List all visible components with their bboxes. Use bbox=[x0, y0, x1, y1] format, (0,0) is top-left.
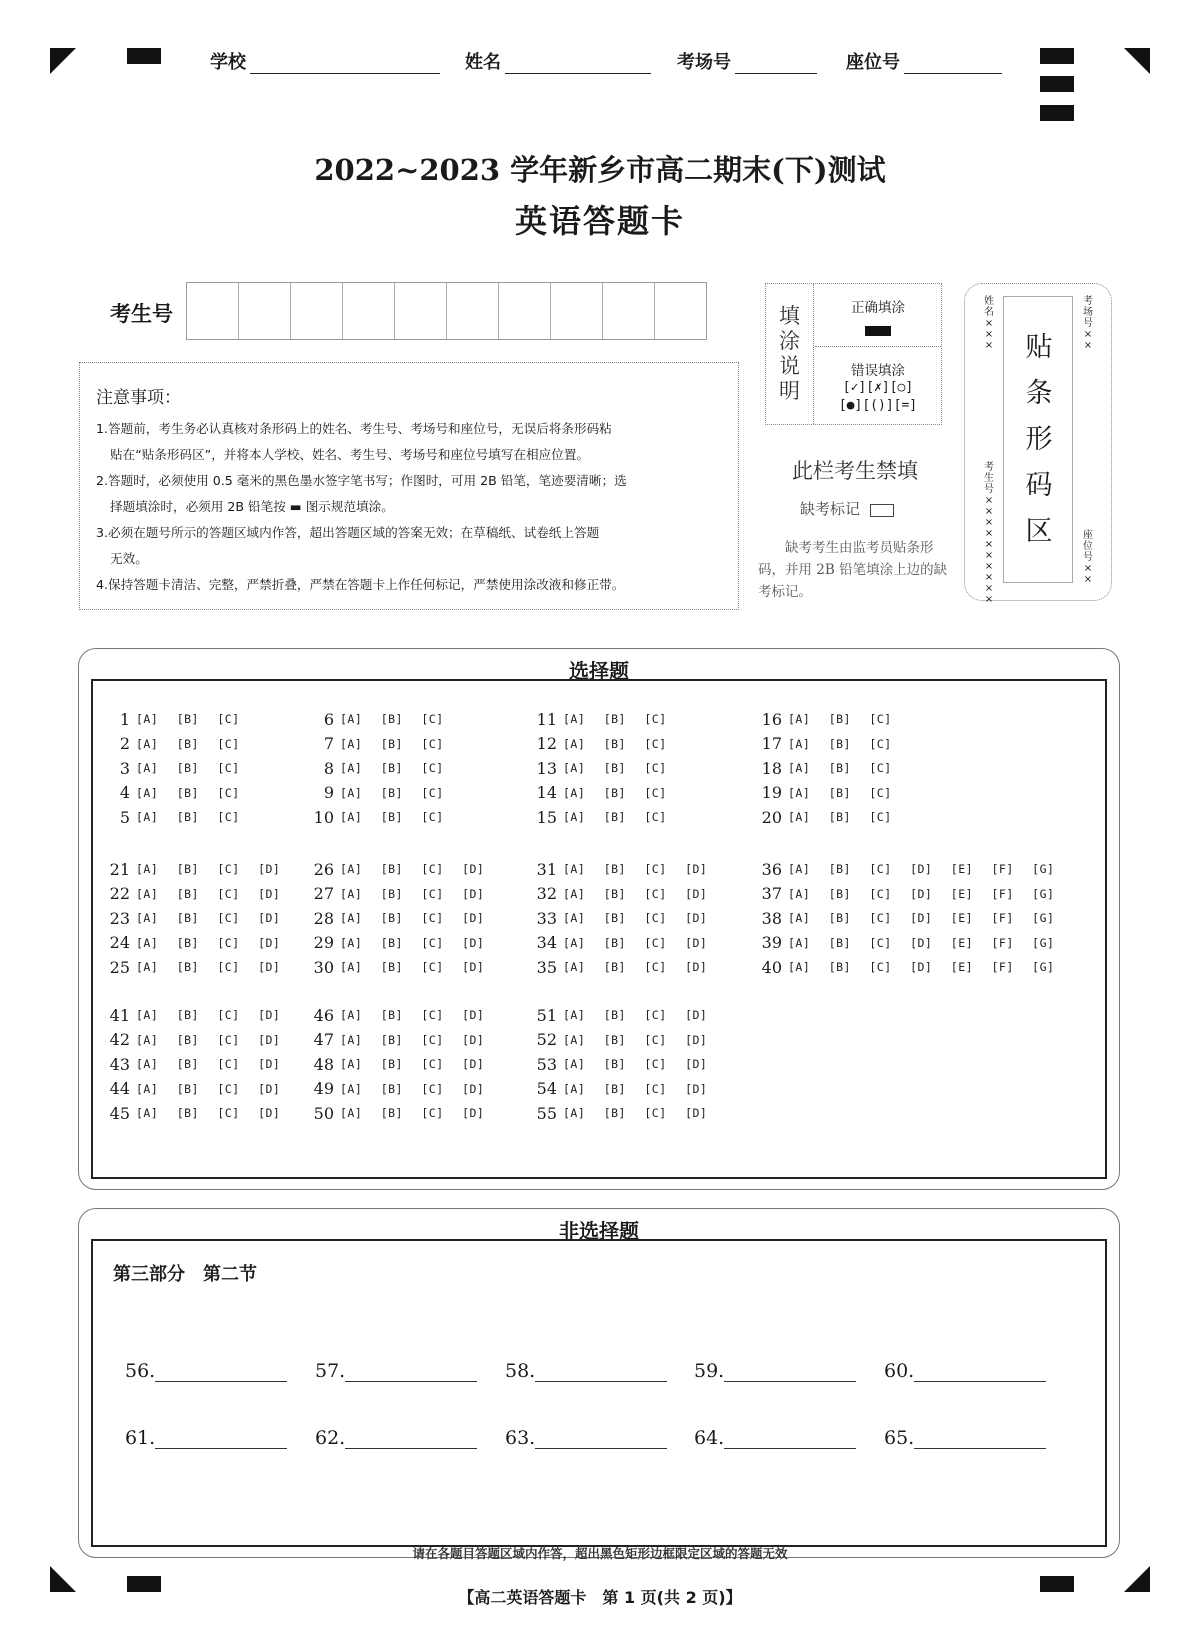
correct-fill bbox=[815, 284, 941, 347]
question-number: 32 bbox=[536, 884, 557, 904]
question-group bbox=[100, 857, 280, 980]
question-number: 40 bbox=[761, 957, 782, 977]
card-title: 英语答题卡 bbox=[514, 202, 685, 240]
question-number: 18 bbox=[761, 758, 782, 778]
question-row[interactable] bbox=[527, 882, 707, 907]
timing-mark bbox=[1040, 48, 1074, 64]
notice-line: 贴在“贴条形码区”，并将本人学校、姓名、考生号、考场号和座位号填写在相应位置。 bbox=[110, 447, 590, 462]
question-row[interactable] bbox=[527, 756, 667, 781]
answer-options[interactable]: [A] [B] [C] [D] bbox=[340, 911, 485, 926]
notice-line: 择题填涂时，必须用 2B 铅笔按 ▬ 图示规范填涂。 bbox=[110, 499, 394, 514]
answer-options[interactable]: [A] [B] [C] [D] bbox=[340, 960, 485, 975]
answer-options[interactable]: [A] [B] [C] bbox=[788, 736, 892, 751]
question-number: 6 bbox=[323, 709, 334, 729]
question-number: 14 bbox=[536, 783, 557, 803]
question-number: 20 bbox=[761, 807, 782, 827]
question-group bbox=[752, 857, 1054, 980]
question-number: 34 bbox=[536, 933, 557, 953]
question-row[interactable] bbox=[100, 931, 280, 956]
id-digit-box[interactable] bbox=[343, 283, 395, 339]
answer-options[interactable]: [A] [B] [C] [D] bbox=[340, 1032, 485, 1047]
answer-options[interactable]: [A] [B] [C] bbox=[340, 785, 444, 800]
question-row[interactable] bbox=[100, 857, 280, 882]
timing-mark bbox=[127, 48, 161, 64]
answer-options[interactable]: [A] [B] [C] [D] bbox=[340, 886, 485, 901]
question-number: 50 bbox=[313, 1103, 334, 1123]
question-row[interactable] bbox=[752, 955, 1054, 980]
blank-line[interactable] bbox=[345, 1430, 477, 1449]
question-group bbox=[304, 857, 484, 980]
blank-number: 64. bbox=[694, 1427, 725, 1449]
question-number: 53 bbox=[536, 1054, 557, 1074]
question-number: 5 bbox=[119, 807, 130, 827]
answer-options[interactable]: [A] [B] [C] bbox=[136, 785, 240, 800]
question-number: 36 bbox=[761, 859, 782, 879]
answer-options[interactable]: [A] [B] [C] [D] bbox=[340, 1106, 485, 1121]
answer-options[interactable]: [A] [B] [C] [D] bbox=[563, 886, 708, 901]
blank-number: 58. bbox=[505, 1360, 536, 1382]
question-number: 9 bbox=[323, 783, 334, 803]
absent-mark[interactable] bbox=[800, 498, 894, 519]
question-group bbox=[304, 707, 444, 830]
id-digit-box[interactable] bbox=[655, 283, 706, 339]
question-number: 29 bbox=[313, 933, 334, 953]
notice-box bbox=[79, 362, 739, 610]
question-number: 30 bbox=[313, 957, 334, 977]
question-number: 35 bbox=[536, 957, 557, 977]
id-digit-box[interactable] bbox=[395, 283, 447, 339]
answer-options[interactable]: [A] [B] [C] [D] bbox=[563, 935, 708, 950]
question-row[interactable] bbox=[100, 756, 240, 781]
blank-number: 62. bbox=[315, 1427, 346, 1449]
question-row[interactable] bbox=[100, 955, 280, 980]
question-row[interactable] bbox=[527, 805, 667, 830]
answer-options[interactable]: [A] [B] [C] [D] bbox=[563, 1008, 708, 1023]
answer-options[interactable]: [A] [B] [C] [D] bbox=[136, 886, 281, 901]
blank-number: 59. bbox=[694, 1360, 725, 1382]
blank-line[interactable] bbox=[914, 1363, 1046, 1382]
seat-field[interactable] bbox=[846, 48, 1002, 74]
fill-blank[interactable] bbox=[125, 1427, 287, 1449]
question-number: 41 bbox=[109, 1005, 130, 1025]
sticker-name-hint: 姓名××× bbox=[984, 296, 994, 351]
question-row[interactable] bbox=[304, 1101, 484, 1126]
blank-line[interactable] bbox=[155, 1430, 287, 1449]
proctor-title: 此栏考生禁填 bbox=[792, 459, 918, 483]
answer-options[interactable]: [A] [B] [C] [D] bbox=[136, 1008, 281, 1023]
blank-number: 56. bbox=[125, 1360, 156, 1382]
notice-title: 注意事项： bbox=[96, 388, 181, 408]
question-number: 44 bbox=[109, 1079, 130, 1099]
question-row[interactable] bbox=[752, 781, 892, 806]
question-number: 7 bbox=[323, 734, 334, 754]
answer-options[interactable]: [A] [B] [C] [D] bbox=[136, 1106, 281, 1121]
question-number: 15 bbox=[536, 807, 557, 827]
fill-label-text: 填涂说明 bbox=[779, 304, 800, 403]
question-group bbox=[527, 707, 667, 830]
question-row[interactable] bbox=[304, 756, 444, 781]
notice-line: 4.保持答题卡清洁、完整，严禁折叠，严禁在答题卡上作任何标记，严禁使用涂改液和修正带。 bbox=[96, 577, 625, 592]
correct-fill-label: 正确填涂 bbox=[851, 300, 905, 316]
question-number: 24 bbox=[109, 933, 130, 953]
page-footer: 【高二英语答题卡 第 1 页(共 2 页)】 bbox=[458, 1588, 742, 1607]
answer-options[interactable]: [A] [B] [C] bbox=[136, 810, 240, 825]
fill-blank[interactable] bbox=[315, 1427, 477, 1449]
corner-mark-top-left bbox=[50, 48, 76, 74]
question-row[interactable] bbox=[100, 1101, 280, 1126]
question-row[interactable] bbox=[527, 707, 667, 732]
answer-options[interactable]: [A] [B] [C] [D] [E] [F] [G] bbox=[788, 911, 1055, 926]
answer-options[interactable]: [A] [B] [C] [D] bbox=[340, 1081, 485, 1096]
question-number: 43 bbox=[109, 1054, 130, 1074]
question-number: 27 bbox=[313, 884, 334, 904]
answer-options[interactable]: [A] [B] [C] [D] bbox=[563, 862, 708, 877]
question-number: 47 bbox=[313, 1030, 334, 1050]
answer-options[interactable]: [A] [B] [C] [D] bbox=[136, 1032, 281, 1047]
question-number: 3 bbox=[119, 758, 130, 778]
answer-options[interactable]: [A] [B] [C] [D] bbox=[563, 1057, 708, 1072]
sticker-room-hint: 考场号×× bbox=[1083, 296, 1093, 351]
question-number: 26 bbox=[313, 859, 334, 879]
answer-options[interactable]: [A] [B] [C] [D] [E] [F] [G] bbox=[788, 935, 1055, 950]
answer-options[interactable]: [A] [B] [C] bbox=[136, 761, 240, 776]
answer-options[interactable]: [A] [B] [C] bbox=[340, 712, 444, 727]
question-group bbox=[100, 1003, 280, 1126]
question-row[interactable] bbox=[100, 906, 280, 931]
question-row[interactable] bbox=[527, 1101, 707, 1126]
timing-mark bbox=[1040, 105, 1074, 121]
fill-blank[interactable] bbox=[505, 1360, 667, 1382]
question-number: 33 bbox=[536, 908, 557, 928]
answer-options[interactable]: [A] [B] [C] [D] bbox=[136, 862, 281, 877]
answer-options[interactable]: [A] [B] [C] bbox=[563, 736, 667, 751]
question-row[interactable] bbox=[100, 805, 240, 830]
blank-line[interactable] bbox=[155, 1363, 287, 1382]
question-number: 42 bbox=[109, 1030, 130, 1050]
answer-options[interactable]: [A] [B] [C] bbox=[563, 712, 667, 727]
question-number: 37 bbox=[761, 884, 782, 904]
question-number: 51 bbox=[536, 1005, 557, 1025]
question-number: 39 bbox=[761, 933, 782, 953]
id-digit-box[interactable] bbox=[551, 283, 603, 339]
answer-options[interactable]: [A] [B] [C] bbox=[136, 736, 240, 751]
question-number: 4 bbox=[119, 783, 130, 803]
question-number: 8 bbox=[323, 758, 334, 778]
question-row[interactable] bbox=[304, 732, 444, 757]
wrong-fill bbox=[815, 347, 941, 425]
answer-options[interactable]: [A] [B] [C] bbox=[136, 712, 240, 727]
question-number: 55 bbox=[536, 1103, 557, 1123]
proctor-note: 缺考考生由监考员贴条形码，并用 2B 铅笔填涂上边的缺考标记。 bbox=[758, 540, 948, 600]
question-number: 19 bbox=[761, 783, 782, 803]
question-number: 46 bbox=[313, 1005, 334, 1025]
answer-options[interactable]: [A] [B] [C] [D] bbox=[563, 1106, 708, 1121]
answer-options[interactable]: [A] [B] [C] [D] bbox=[340, 935, 485, 950]
blank-line[interactable] bbox=[724, 1430, 856, 1449]
question-row[interactable] bbox=[527, 906, 707, 931]
fill-blank[interactable] bbox=[884, 1360, 1046, 1382]
answer-options[interactable]: [A] [B] [C] [D] bbox=[563, 1032, 708, 1047]
question-row[interactable] bbox=[304, 857, 484, 882]
exam-title: 2022~2023 学年新乡市高二期末(下)测试 bbox=[314, 153, 886, 187]
notice-line: 3.必须在题号所示的答题区域内作答，超出答题区域的答案无效；在草稿纸、试卷纸上答题 bbox=[96, 525, 600, 540]
school-label: 学校 bbox=[210, 52, 246, 73]
id-digit-box[interactable] bbox=[291, 283, 343, 339]
question-number: 23 bbox=[109, 908, 130, 928]
wrong-fill-label: 错误填涂 bbox=[851, 363, 905, 379]
question-group bbox=[527, 857, 707, 980]
answer-options[interactable]: [A] [B] [C] bbox=[340, 810, 444, 825]
answer-options[interactable]: [A] [B] [C] [D] bbox=[340, 862, 485, 877]
question-row[interactable] bbox=[527, 931, 707, 956]
question-row[interactable] bbox=[100, 882, 280, 907]
question-row[interactable] bbox=[527, 1003, 707, 1028]
question-number: 13 bbox=[536, 758, 557, 778]
blank-line[interactable] bbox=[345, 1363, 477, 1382]
question-row[interactable] bbox=[527, 1052, 707, 1077]
blank-number: 60. bbox=[884, 1360, 915, 1382]
answer-options[interactable]: [A] [B] [C] [D] bbox=[136, 935, 281, 950]
fill-instructions bbox=[765, 283, 942, 425]
question-row[interactable] bbox=[527, 781, 667, 806]
answer-options[interactable]: [A] [B] [C] bbox=[563, 785, 667, 800]
answer-area-note: 请在各题目答题区域内作答，超出黑色矩形边框限定区域的答题无效 bbox=[412, 1546, 788, 1561]
answer-options[interactable]: [A] [B] [C] [D] [E] [F] [G] bbox=[788, 960, 1055, 975]
question-row[interactable] bbox=[100, 781, 240, 806]
answer-options[interactable]: [A] [B] [C] [D] bbox=[136, 1081, 281, 1096]
question-number: 31 bbox=[536, 859, 557, 879]
question-number: 10 bbox=[313, 807, 334, 827]
question-number: 22 bbox=[109, 884, 130, 904]
answer-options[interactable]: [A] [B] [C] [D] [E] [F] [G] bbox=[788, 886, 1055, 901]
sticker-id-hint: 考生号×××××××××× bbox=[984, 462, 994, 605]
room-label: 考场号 bbox=[677, 52, 731, 73]
question-group bbox=[527, 1003, 707, 1126]
question-row[interactable] bbox=[304, 882, 484, 907]
name-label: 姓名 bbox=[465, 52, 501, 73]
blank-number: 61. bbox=[125, 1427, 156, 1449]
question-row[interactable] bbox=[304, 805, 444, 830]
question-number: 45 bbox=[109, 1103, 130, 1123]
question-number: 12 bbox=[536, 734, 557, 754]
absent-label: 缺考标记 bbox=[800, 500, 861, 518]
id-digit-box[interactable] bbox=[447, 283, 499, 339]
question-number: 11 bbox=[536, 709, 557, 729]
question-number: 1 bbox=[119, 709, 130, 729]
question-row[interactable] bbox=[100, 732, 240, 757]
blank-number: 57. bbox=[315, 1360, 346, 1382]
question-row[interactable] bbox=[752, 805, 892, 830]
notice-line: 无效。 bbox=[110, 551, 148, 566]
answer-options[interactable]: [A] [B] [C] [D] bbox=[136, 1057, 281, 1072]
answer-options[interactable]: [A] [B] [C] [D] bbox=[340, 1008, 485, 1023]
question-number: 52 bbox=[536, 1030, 557, 1050]
answer-options[interactable]: [A] [B] [C] bbox=[563, 761, 667, 776]
fill-blank[interactable] bbox=[694, 1360, 856, 1382]
question-number: 25 bbox=[109, 957, 130, 977]
question-group bbox=[304, 1003, 484, 1126]
nonchoice-section-title: 非选择题 bbox=[559, 1219, 639, 1243]
name-field[interactable] bbox=[465, 48, 651, 74]
question-row[interactable] bbox=[752, 931, 1054, 956]
fill-blank[interactable] bbox=[505, 1427, 667, 1449]
fill-blank[interactable] bbox=[315, 1360, 477, 1382]
question-row[interactable] bbox=[752, 857, 1054, 882]
corner-mark-top-right bbox=[1124, 48, 1150, 74]
answer-options[interactable]: [A] [B] [C] [D] bbox=[563, 960, 708, 975]
fill-blank[interactable] bbox=[125, 1360, 287, 1382]
notice-line: 1.答题前，考生务必认真核对条形码上的姓名、考生号、考场号和座位号，无误后将条形码粘 bbox=[96, 421, 612, 436]
id-digit-box[interactable] bbox=[499, 283, 551, 339]
blank-number: 63. bbox=[505, 1427, 536, 1449]
question-group bbox=[100, 707, 240, 830]
answer-options[interactable]: [A] [B] [C] bbox=[340, 761, 444, 776]
question-number: 17 bbox=[761, 734, 782, 754]
id-digit-box[interactable] bbox=[603, 283, 655, 339]
question-number: 2 bbox=[119, 734, 130, 754]
wrong-fill-symbols: [●][()][=] bbox=[838, 398, 918, 413]
question-row[interactable] bbox=[100, 1052, 280, 1077]
question-group bbox=[752, 707, 892, 830]
question-row[interactable] bbox=[752, 707, 892, 732]
choice-section-title: 选择题 bbox=[569, 659, 629, 683]
question-number: 49 bbox=[313, 1079, 334, 1099]
question-row[interactable] bbox=[304, 781, 444, 806]
answer-options[interactable]: [A] [B] [C] [D] bbox=[563, 911, 708, 926]
question-number: 54 bbox=[536, 1079, 557, 1099]
sticker-title: 贴条形码区 bbox=[1025, 332, 1053, 547]
notice-line: 2.答题时，必须使用 0.5 毫米的黑色墨水签字笔书写；作图时，可用 2B 铅笔，笔迹要清晰；选 bbox=[96, 473, 627, 488]
question-row[interactable] bbox=[304, 1077, 484, 1102]
answer-options[interactable]: [A] [B] [C] bbox=[788, 785, 892, 800]
question-row[interactable] bbox=[527, 857, 707, 882]
question-row[interactable] bbox=[100, 1003, 280, 1028]
answer-options[interactable]: [A] [B] [C] bbox=[563, 810, 667, 825]
question-row[interactable] bbox=[527, 955, 707, 980]
question-row[interactable] bbox=[527, 1077, 707, 1102]
answer-options[interactable]: [A] [B] [C] [D] [E] [F] [G] bbox=[788, 862, 1055, 877]
answer-options[interactable]: [A] [B] [C] bbox=[340, 736, 444, 751]
blank-line[interactable] bbox=[724, 1363, 856, 1382]
question-row[interactable] bbox=[304, 1052, 484, 1077]
question-row[interactable] bbox=[100, 707, 240, 732]
question-number: 28 bbox=[313, 908, 334, 928]
room-field[interactable] bbox=[677, 48, 817, 74]
question-number: 16 bbox=[761, 709, 782, 729]
question-row[interactable] bbox=[304, 931, 484, 956]
answer-options[interactable]: [A] [B] [C] [D] bbox=[340, 1057, 485, 1072]
seat-label: 座位号 bbox=[846, 52, 900, 73]
answer-options[interactable]: [A] [B] [C] bbox=[788, 810, 892, 825]
id-digit-box[interactable] bbox=[239, 283, 291, 339]
question-row[interactable] bbox=[752, 882, 1054, 907]
student-id-boxes[interactable] bbox=[186, 282, 707, 340]
question-row[interactable] bbox=[304, 1003, 484, 1028]
question-row[interactable] bbox=[100, 1077, 280, 1102]
question-number: 48 bbox=[313, 1054, 334, 1074]
blank-line[interactable] bbox=[914, 1430, 1046, 1449]
sticker-seat-hint: 座位号×× bbox=[1083, 530, 1093, 585]
fill-label bbox=[766, 284, 814, 424]
answer-options[interactable]: [A] [B] [C] [D] bbox=[136, 960, 281, 975]
fill-blank[interactable] bbox=[884, 1427, 1046, 1449]
question-row[interactable] bbox=[304, 707, 444, 732]
question-row[interactable] bbox=[527, 732, 667, 757]
question-row[interactable] bbox=[527, 1028, 707, 1053]
answer-options[interactable]: [A] [B] [C] [D] bbox=[136, 911, 281, 926]
wrong-fill-symbols: [✓][✗][○] bbox=[842, 380, 914, 395]
question-row[interactable] bbox=[304, 906, 484, 931]
part-subtitle: 第三部分 第二节 bbox=[113, 1264, 257, 1285]
blank-line[interactable] bbox=[535, 1363, 667, 1382]
student-id-label: 考生号 bbox=[110, 302, 173, 326]
question-row[interactable] bbox=[752, 756, 892, 781]
question-row[interactable] bbox=[100, 1028, 280, 1053]
blank-line[interactable] bbox=[535, 1430, 667, 1449]
school-field[interactable] bbox=[210, 48, 440, 74]
question-row[interactable] bbox=[304, 1028, 484, 1053]
filled-mark-example bbox=[865, 326, 891, 336]
question-row[interactable] bbox=[752, 906, 1054, 931]
question-row[interactable] bbox=[752, 732, 892, 757]
question-row[interactable] bbox=[304, 955, 484, 980]
fill-blank[interactable] bbox=[694, 1427, 856, 1449]
question-number: 38 bbox=[761, 908, 782, 928]
id-digit-box[interactable] bbox=[187, 283, 239, 339]
absent-checkbox[interactable] bbox=[870, 504, 894, 517]
answer-options[interactable]: [A] [B] [C] [D] bbox=[563, 1081, 708, 1096]
question-number: 21 bbox=[109, 859, 130, 879]
timing-mark bbox=[1040, 76, 1074, 92]
answer-options[interactable]: [A] [B] [C] bbox=[788, 761, 892, 776]
blank-number: 65. bbox=[884, 1427, 915, 1449]
answer-options[interactable]: [A] [B] [C] bbox=[788, 712, 892, 727]
